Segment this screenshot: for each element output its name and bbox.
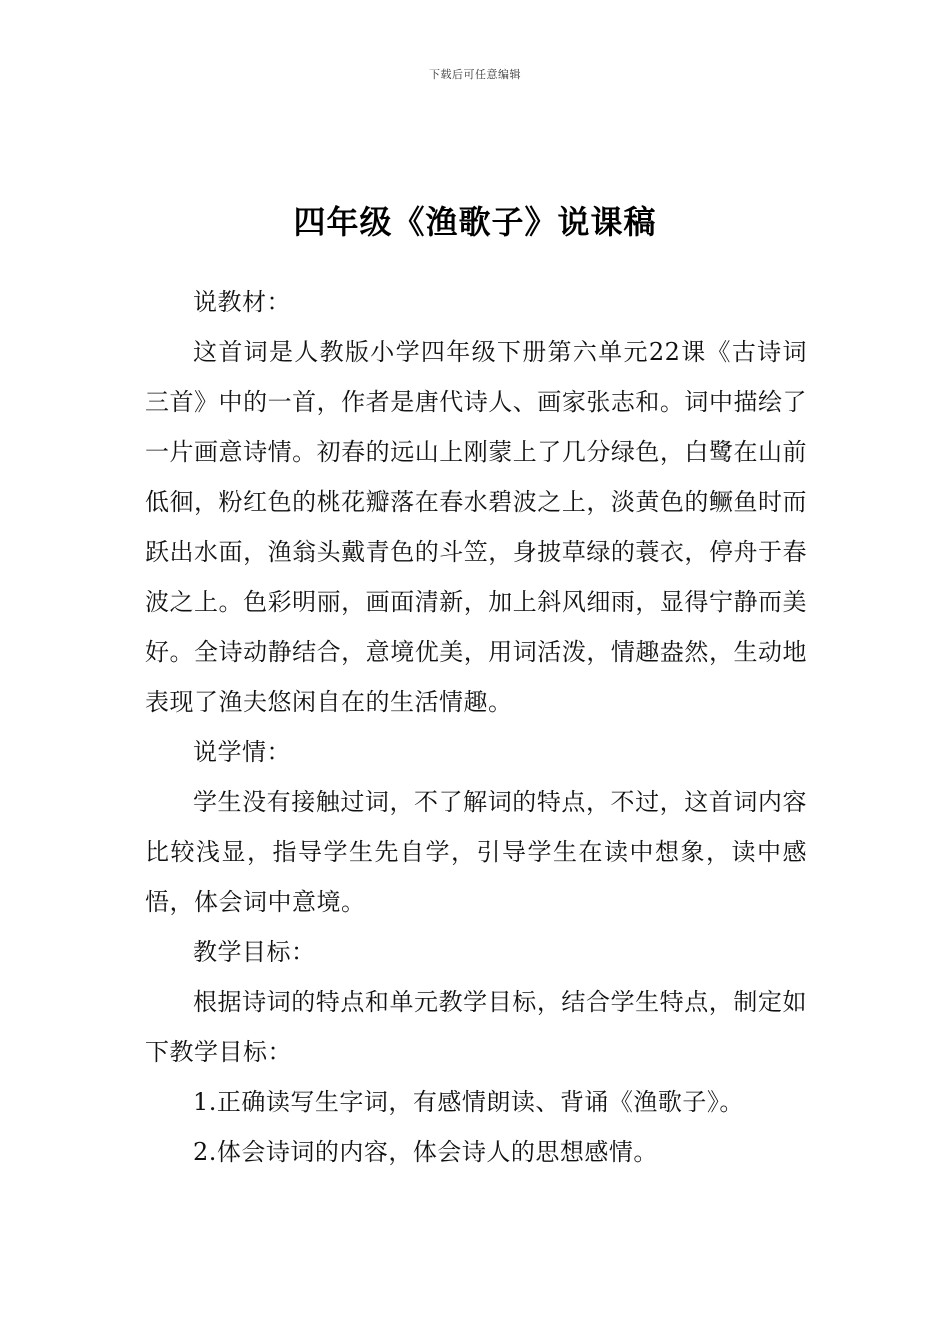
section-heading-goals: 教学目标： [193, 938, 316, 966]
section-heading-students: 说学情： [193, 738, 291, 766]
document-body [145, 277, 807, 1177]
page-header-note: 下载后可任意编辑 [429, 68, 521, 81]
goal-item-1: 1.正确读写生字词，有感情朗读、背诵《渔歌子》。 [193, 1088, 744, 1116]
goal-item-2: 2.体会诗词的内容，体会诗人的思想感情。 [193, 1138, 658, 1166]
paragraph-material: 这首词是人教版小学四年级下册第六单元22课《古诗词三首》中的一首，作者是唐代诗人、画家张志和。词中描绘了一片画意诗情。初春的远山上刚蒙上了几分绿色，白鹭在山前低徊，粉红色的桃花瓣落在春水碧波之上，淡黄色的鳜鱼时而跃出水面，渔翁头戴青色的斗笠，身披草绿的蓑衣，停舟于春波之上。色彩明丽，画面清新，加上斜风细雨，显得宁静而美好。全诗动静结合，意境优美，用词活泼，情趣盎然，生动地表现了渔夫悠闲自在的生活情趣。 [145, 338, 807, 716]
paragraph-goals: 根据诗词的特点和单元教学目标，结合学生特点，制定如下教学目标： [145, 988, 807, 1066]
section-heading-material: 说教材： [193, 288, 291, 316]
paragraph-students: 学生没有接触过词，不了解词的特点，不过，这首词内容比较浅显，指导学生先自学，引导学生在读中想象，读中感悟，体会词中意境。 [145, 788, 807, 916]
document-title: 四年级《渔歌子》说课稿 [293, 203, 657, 242]
